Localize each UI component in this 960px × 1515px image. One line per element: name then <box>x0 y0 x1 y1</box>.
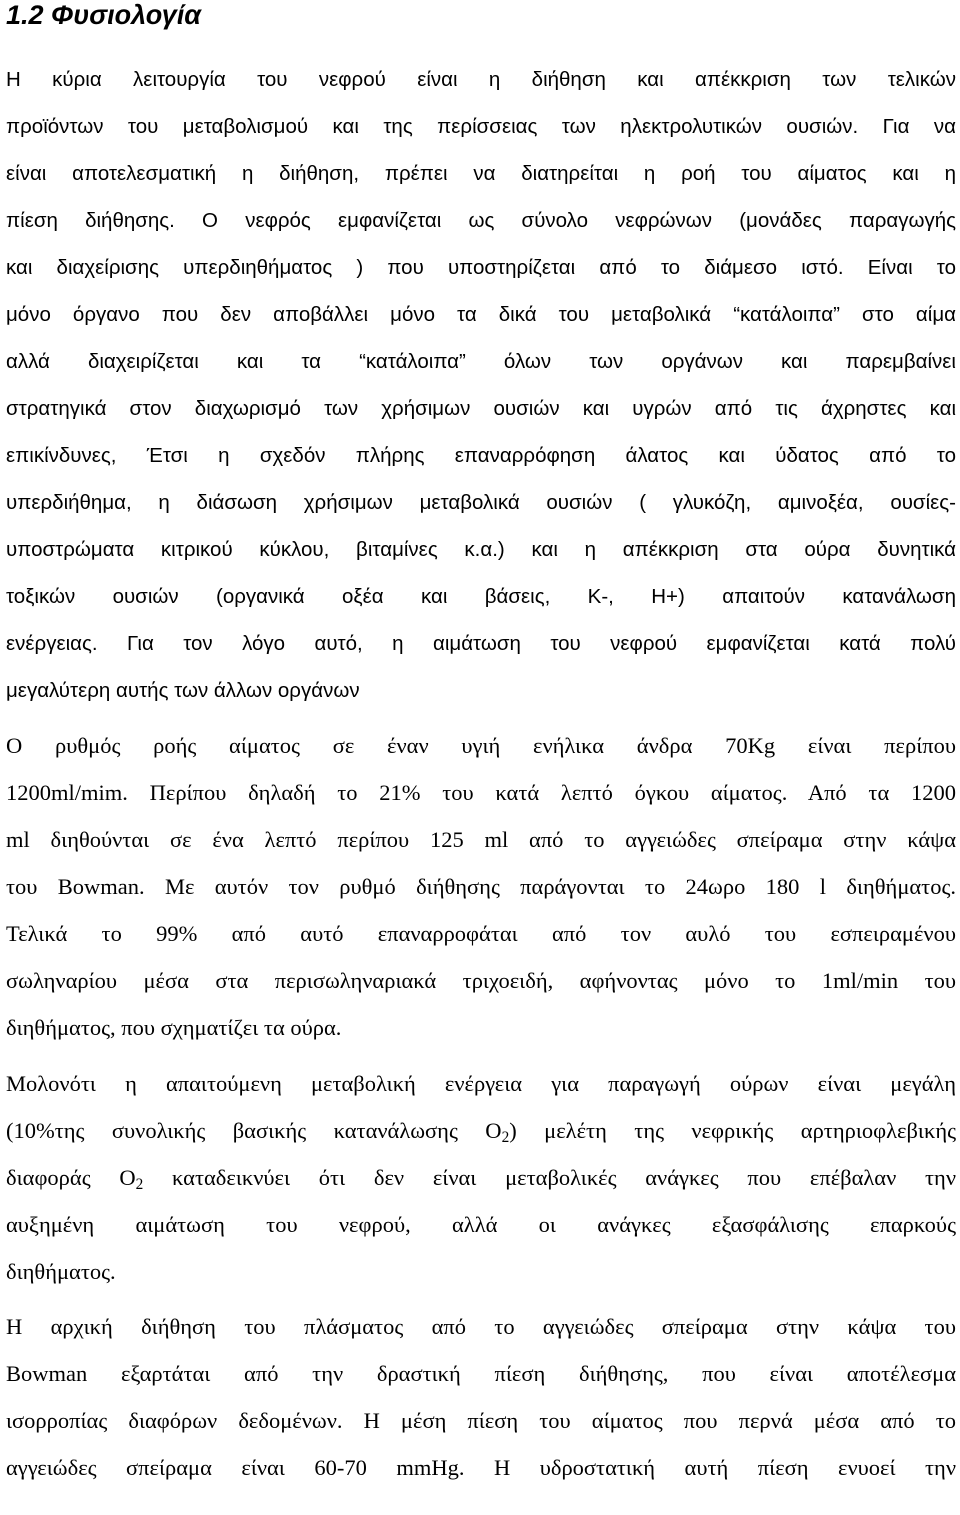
text-line: ισορροπίας διαφόρων δεδομένων. Η μέση πίεση του αίματος που περνά μέσα από το <box>6 1408 956 1433</box>
text-line: μεγαλύτερη αυτής των άλλων οργάνων <box>6 679 360 702</box>
text-line: του Bowman. Με αυτόν τον ρυθμό διήθησης παράγονται το 24ωρο 180 l διηθήματος. <box>6 874 956 899</box>
text-line: Η αρχική διήθηση του πλάσματος από το αγγειώδες σπείραμα στην κάψα του <box>6 1314 956 1339</box>
text-line: Bowman εξαρτάται από την δραστική πίεση διήθησης, που είναι αποτέλεσμα <box>6 1361 956 1386</box>
text-line: ενέργειας. Για τον λόγο αυτό, η αιμάτωση του νεφρού εμφανίζεται κατά πολύ <box>6 632 956 655</box>
subscript: 2 <box>501 1128 510 1146</box>
subscript: 2 <box>135 1175 144 1193</box>
text-line: υπερδιήθημα, η διάσωση χρήσιμων μεταβολικά ουσιών ( γλυκόζη, αμινοξέα, ουσίες- <box>6 491 956 514</box>
text-line: 1200ml/mim. Περίπου δηλαδή το 21% του κατά λεπτό όγκου αίματος. Από τα 1200 <box>6 780 956 805</box>
text-line: είναι αποτελεσματική η διήθηση, πρέπει να διατηρείται η ροή του αίματος και η <box>6 162 956 185</box>
text-line <box>6 1154 956 1201</box>
text-line: ml διηθούνται σε ένα λεπτό περίπου 125 ml από το αγγειώδες σπείραμα στην κάψα <box>6 827 956 852</box>
text-fragment: (10%της συνολικής βασικής κατανάλωσης O <box>6 1118 502 1143</box>
section-heading: 1.2 Φυσιολογία <box>6 0 202 30</box>
text-line: πίεση διήθησης. Ο νεφρός εμφανίζεται ως σύνολο νεφρώνων (μονάδες παραγωγής <box>6 209 956 232</box>
text-line: διηθήματος. <box>6 1259 116 1284</box>
text-line: Η κύρια λειτουργία του νεφρού είναι η διήθηση και απέκκριση των τελικών <box>6 68 956 91</box>
text-line: Τελικά το 99% από αυτό επαναρροφάται από τον αυλό του εσπειραμένου <box>6 921 956 946</box>
text-fragment: ) μελέτη της νεφρικής αρτηριοφλεβικής <box>509 1118 956 1143</box>
text-line: αγγειώδες σπείραμα είναι 60-70 mmHg. Η υδροστατική αυτή πίεση ενυοεί την <box>6 1455 956 1480</box>
paragraph-metabolic-energy <box>6 1060 956 1295</box>
paragraph-blood-flow <box>6 722 956 1051</box>
text-fragment: καταδεικνύει ότι δεν είναι μεταβολικές ανάγκες που επέβαλαν την <box>143 1165 956 1190</box>
text-line: και διαχείρισης υπερδιηθήματος ) που υποστηρίζεται από το διάμεσο ιστό. Είναι το <box>6 256 956 279</box>
text-line: στρατηγικά στον διαχωρισμό των χρήσιμων ουσιών και υγρών από τις άχρηστες και <box>6 397 956 420</box>
document-page <box>6 0 956 1491</box>
text-line: αυξημένη αιμάτωση του νεφρού, αλλά οι ανάγκες εξασφάλισης επαρκούς <box>6 1212 956 1237</box>
paragraph-kidney-function <box>6 56 956 714</box>
text-line: επικίνδυνες, Έτσι η σχεδόν πλήρης επαναρρόφηση άλατος και ύδατος από το <box>6 444 956 467</box>
text-line: αλλά διαχειρίζεται και τα “κατάλοιπα” όλων των οργάνων και παρεμβαίνει <box>6 350 956 373</box>
paragraph-filtration-pressure <box>6 1303 956 1491</box>
text-line: μόνο όργανο που δεν αποβάλλει μόνο τα δικά του μεταβολικά “κατάλοιπα” στο αίμα <box>6 303 956 326</box>
text-line: Ο ρυθμός ροής αίματος σε έναν υγιή ενήλικα άνδρα 70Kg είναι περίπου <box>6 733 956 758</box>
text-line <box>6 1107 956 1154</box>
text-fragment: διαφοράς O <box>6 1165 136 1190</box>
text-line: σωληναρίου μέσα στα περισωληναριακά τριχοειδή, αφήνοντας μόνο το 1ml/min του <box>6 968 956 993</box>
text-line: Μολονότι η απαιτούμενη μεταβολική ενέργεια για παραγωγή ούρων είναι μεγάλη <box>6 1071 956 1096</box>
text-line: τοξικών ουσιών (οργανικά οξέα και βάσεις, K-, H+) απαιτούν κατανάλωση <box>6 585 956 608</box>
text-line: υποστρώματα κιτρικού κύκλου, βιταμίνες κ.α.) και η απέκκριση στα ούρα δυνητικά <box>6 538 956 561</box>
text-line: διηθήματος, που σχηματίζει τα ούρα. <box>6 1015 342 1040</box>
text-line: προϊόντων του μεταβολισμού και της περίσσειας των ηλεκτρολυτικών ουσιών. Για να <box>6 115 956 138</box>
